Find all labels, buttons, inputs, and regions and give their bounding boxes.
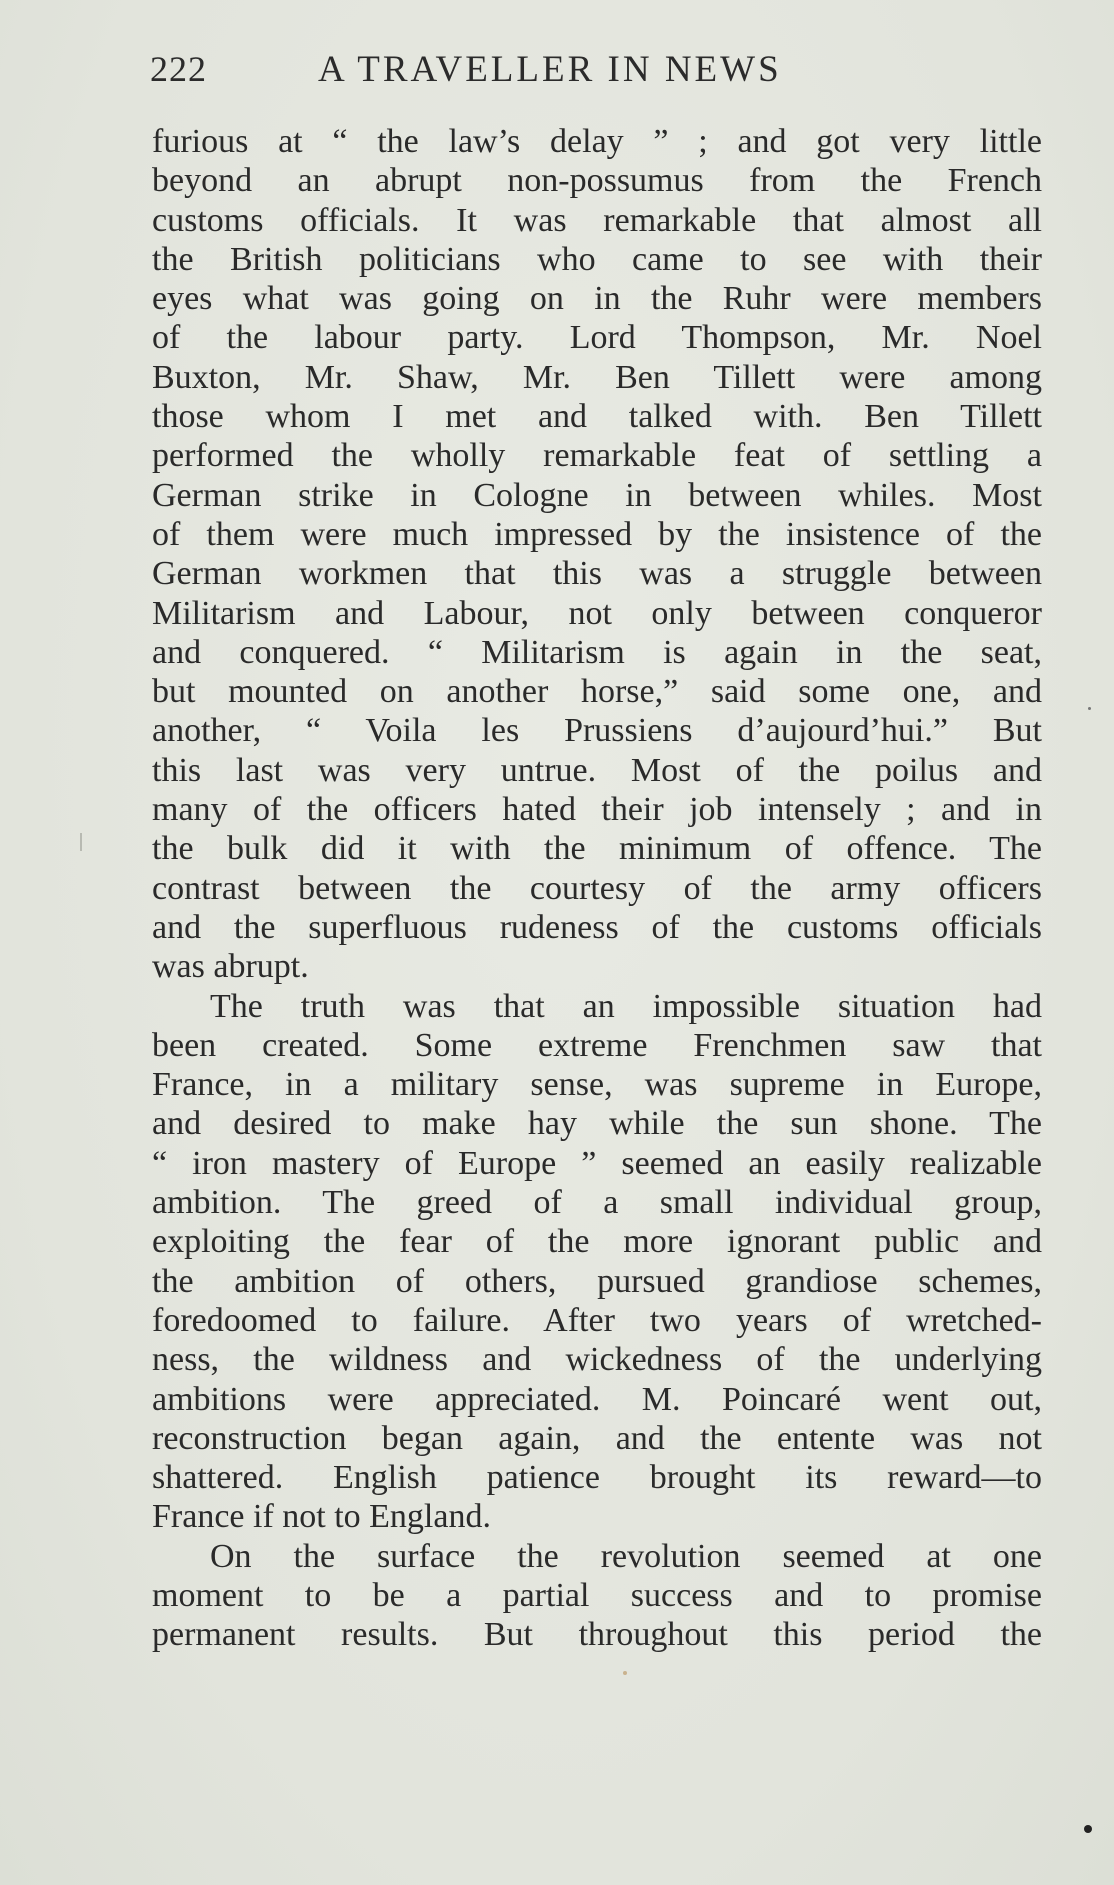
text-line: German strike in Cologne in between whiles. Most	[152, 476, 1042, 514]
text-line: another, “ Voila les Prussiens d’aujourd’hui.” But	[152, 712, 1042, 750]
text-line: but mounted on another horse,” said some one, and	[152, 673, 1042, 711]
text-line: The truth was that an impossible situation had	[210, 987, 1042, 1025]
text-line: ambition. The greed of a small individual group,	[152, 1184, 1042, 1222]
text-line: and conquered. “ Militarism is again in the seat,	[152, 633, 1042, 671]
text-line: the ambition of others, pursued grandiose schemes,	[152, 1262, 1042, 1300]
text-line: and the superfluous rudeness of the customs officials	[152, 908, 1042, 946]
text-line: Militarism and Labour, not only between conqueror	[152, 594, 1042, 632]
paper-scratch	[80, 833, 82, 851]
text-line: the bulk did it with the minimum of offence. The	[152, 830, 1042, 868]
body-text	[152, 122, 1042, 1655]
text-line: shattered. English patience brought its reward—to	[152, 1459, 1042, 1497]
text-line: been created. Some extreme Frenchmen saw that	[152, 1026, 1042, 1064]
text-line: this last was very untrue. Most of the poilus and	[152, 751, 1042, 789]
text-line: moment to be a partial success and to promise	[152, 1576, 1042, 1614]
text-line: customs officials. It was remarkable that almost all	[152, 201, 1042, 239]
text-line: reconstruction began again, and the entente was not	[152, 1419, 1042, 1457]
text-line: German workmen that this was a struggle between	[152, 555, 1042, 593]
text-line: contrast between the courtesy of the army officers	[152, 869, 1042, 907]
text-line: beyond an abrupt non-possumus from the French	[152, 162, 1042, 200]
text-line: Buxton, Mr. Shaw, Mr. Ben Tillett were among	[152, 358, 1042, 396]
text-line: France, in a military sense, was supreme in Europe,	[152, 1066, 1042, 1104]
page-number: 222	[150, 49, 207, 89]
text-line: many of the officers hated their job intensely ; and in	[152, 791, 1042, 829]
text-line: foredoomed to failure. After two years of wretched-	[152, 1301, 1042, 1339]
text-line: ambitions were appreciated. M. Poincaré went out,	[152, 1380, 1042, 1418]
text-line: eyes what was going on in the Ruhr were members	[152, 280, 1042, 318]
ink-speck	[1088, 707, 1091, 710]
text-line: “ iron mastery of Europe ” seemed an easily realizable	[152, 1144, 1042, 1182]
text-line: France if not to England.	[152, 1498, 491, 1536]
text-line: the British politicians who came to see with their	[152, 240, 1042, 278]
ink-dot	[1084, 1825, 1092, 1833]
page-header	[150, 48, 886, 98]
text-line: furious at “ the law’s delay ” ; and got very little	[152, 123, 1042, 160]
text-line: those whom I met and talked with. Ben Tillett	[152, 398, 1042, 436]
text-line: exploiting the fear of the more ignorant public and	[152, 1223, 1042, 1261]
running-title: A TRAVELLER IN NEWS	[318, 49, 782, 90]
text-line: performed the wholly remarkable feat of settling a	[152, 437, 1042, 475]
text-line: ness, the wildness and wickedness of the underlying	[152, 1341, 1042, 1379]
text-line: On the surface the revolution seemed at one	[210, 1537, 1042, 1575]
paper-stain	[623, 1671, 627, 1675]
text-line: of the labour party. Lord Thompson, Mr. Noel	[152, 319, 1042, 357]
text-line: permanent results. But throughout this period the	[152, 1616, 1042, 1654]
text-line: of them were much impressed by the insistence of the	[152, 515, 1042, 553]
text-line: and desired to make hay while the sun shone. The	[152, 1105, 1042, 1143]
text-line: was abrupt.	[152, 948, 309, 986]
